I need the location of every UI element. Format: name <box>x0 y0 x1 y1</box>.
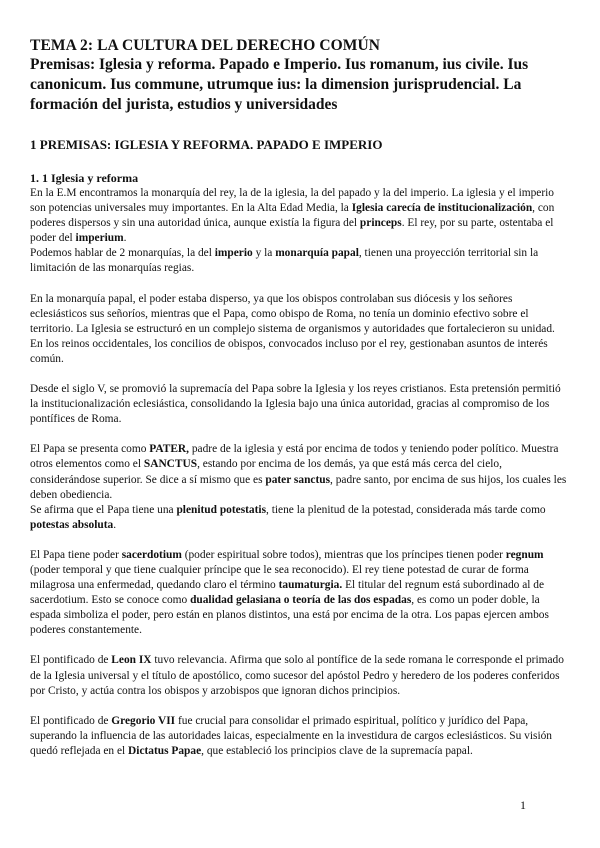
bold-term: princeps <box>359 217 402 230</box>
bold-term: Gregorio VII <box>111 714 176 727</box>
text-run: , que estableció los principios clave de la supremacía papal. <box>201 744 473 757</box>
bold-term: Leon IX <box>111 654 152 667</box>
bold-term: regnum <box>505 548 544 561</box>
text-run: , tiene la plenitud de la potestad, considerada más tarde como <box>266 503 546 516</box>
text-run: El Papa tiene poder <box>30 548 122 561</box>
paragraph <box>30 714 570 759</box>
paragraph <box>30 653 570 698</box>
bold-term: imperium <box>75 232 124 245</box>
text-run: tuvo relevancia. Afirma que solo al pontífice de la sede romana le corresponde el primado de la Iglesia universal y el título de apostólico, como sucesor del apóstol Pedro y heredero de los poderes conferidos por Cristo, y actúa contra los obispos y arzobispos que ignoran dichos principios. <box>30 654 564 697</box>
bold-term: pater sanctus <box>265 473 331 486</box>
text-run: Desde el siglo V, se promovió la supremacía del Papa sobre la Iglesia y los reyes cristianos. Esta pretensión permitió la institucionalización eclesiástica, consolidando la Iglesia bajo una única autoridad, gracias al compromiso de los pontífices de Roma. <box>30 383 561 426</box>
text-run: Se afirma que el Papa tiene una <box>30 503 177 516</box>
paragraph <box>30 382 570 427</box>
bold-term: monarquía papal <box>275 247 359 260</box>
text-run: , con poderes dispersos y sin una autoridad única, aunque existía la figura del <box>30 202 555 230</box>
text-run: , tienen una proyección territorial sin la limitación de las monarquías regias. <box>30 247 539 275</box>
text-run: padre de la iglesia y está por encima de todos y teniendo poder político. Muestra otros elementos como el <box>30 443 559 471</box>
text-run: . El rey, por su parte, ostentaba el poder del <box>30 217 554 245</box>
text-run: En la E.M encontramos la monarquía del rey, la de la iglesia, la del papado y la del imperio. La iglesia y el imperio son potencias universales muy importantes. En la Alta Edad Media, la <box>30 187 555 215</box>
paragraph <box>30 292 570 367</box>
text-run: Podemos hablar de 2 monarquías, la del <box>30 247 215 260</box>
document-subtitle: Premisas: Iglesia y reforma. Papado e Imperio. Ius romanum, ius civile. Ius canonicum. Ius commune, utrumque ius: la dimension jurisprudencial. La formación del jurista, estudios y universidades <box>30 56 529 113</box>
section-heading: 1 PREMISAS: IGLESIA Y REFORMA. PAPADO E IMPERIO <box>30 137 383 152</box>
bold-term: plenitud potestatis <box>176 503 267 516</box>
bold-term: imperio <box>214 247 253 260</box>
page-content <box>30 36 570 759</box>
bold-term: taumaturgia. <box>278 579 343 592</box>
text-run: El pontificado de <box>30 654 112 667</box>
paragraph-gap <box>30 699 570 714</box>
text-run: (poder temporal y que tiene cualquier príncipe que le sea reconocido). El rey tiene potestad de curar de forma milagrosa una enfermedad, quedando claro el término <box>30 563 529 592</box>
text-run: , padre santo, por encima de sus hijos, los cuales les deben obediencia. <box>30 473 567 501</box>
body-text <box>30 186 570 759</box>
text-run: . <box>123 232 127 245</box>
paragraph-gap <box>30 427 570 442</box>
paragraph-gap <box>30 533 570 548</box>
paragraph-gap <box>30 367 570 382</box>
text-run: El pontificado de <box>30 714 112 727</box>
paragraph-gap <box>30 277 570 292</box>
text-run: El Papa se presenta como <box>30 443 150 456</box>
document-title: TEMA 2: LA CULTURA DEL DERECHO COMÚN <box>30 37 381 54</box>
paragraph <box>30 548 570 639</box>
bold-term: dualidad gelasiana o teoría de las dos espadas <box>190 594 412 607</box>
bold-term: sacerdotium <box>121 548 182 561</box>
text-run: y la <box>252 247 276 260</box>
paragraph <box>30 442 570 502</box>
bold-term: Dictatus Papae <box>128 744 202 757</box>
text-run: , estando por encima de los demás, ya que está más cerca del cielo, considerándose superior. Se dice a sí mismo que es <box>30 458 502 486</box>
page-number: 1 <box>520 798 526 812</box>
text-run: fue crucial para consolidar el primado espiritual, político y jurídico del Papa, superando la influencia de las autoridades laicas, especialmente en la investidura de cargos eclesiásticos. Su visión quedó reflejada en el <box>30 714 553 757</box>
text-run: El titular del regnum está subordinado al de sacerdotium. Esto se conoce como <box>30 579 545 607</box>
text-run: , es como un poder doble, la espada simboliza el poder, pero están en planos distintos, una está por encima de la otra. Los papas ejercen ambos poderes constantemente. <box>30 594 549 637</box>
bold-term: SANCTUS <box>143 458 198 471</box>
paragraph <box>30 246 570 276</box>
bold-term: PATER, <box>149 443 190 456</box>
text-run: En la monarquía papal, el poder estaba disperso, ya que los obispos controlaban sus diócesis y los señores eclesiásticos sus señoríos, mientras que el Papa, como obispo de Roma, no tenía un dominio efectivo sobre el territorio. La Iglesia se estructuró en un complejo sistema de organismos y autoridades que fortalecieron su unidad. En los reinos occidentales, los concilios de obispos, convocados incluso por el rey, gestionaban asuntos de interés común. <box>30 292 555 365</box>
text-run: (poder espiritual sobre todos), mientras que los príncipes tienen poder <box>181 548 506 561</box>
bold-term: potestas absoluta <box>30 518 114 531</box>
subsection-heading: 1. 1 Iglesia y reforma <box>30 171 139 185</box>
paragraph <box>30 503 570 533</box>
text-run: . <box>113 518 117 531</box>
paragraph <box>30 186 570 246</box>
bold-term: Iglesia carecía de institucionalización <box>351 202 533 215</box>
paragraph-gap <box>30 638 570 653</box>
